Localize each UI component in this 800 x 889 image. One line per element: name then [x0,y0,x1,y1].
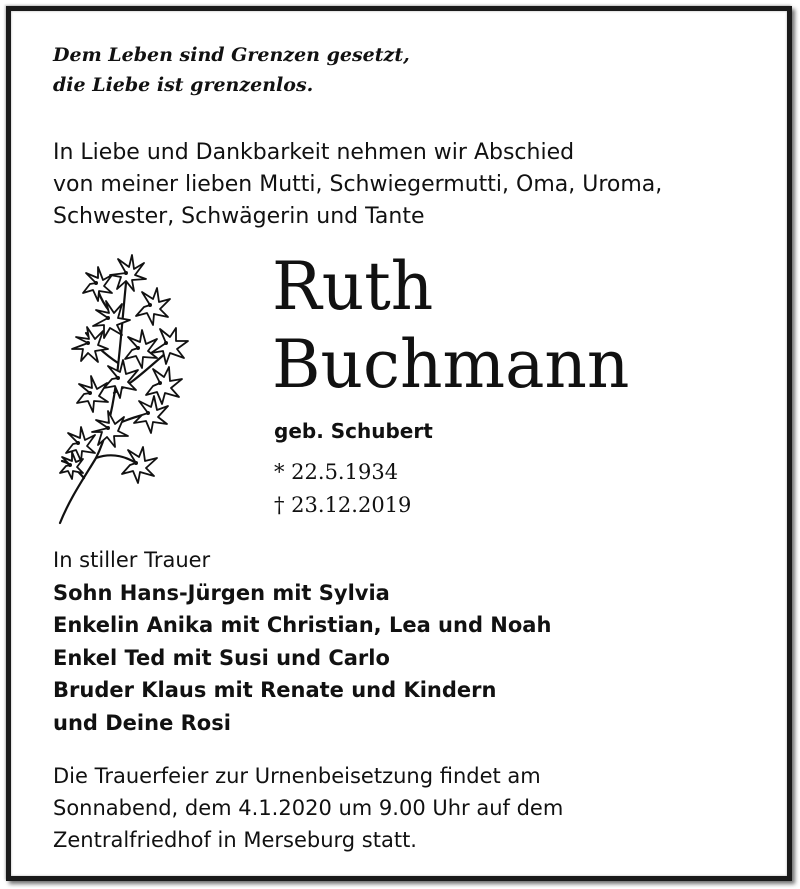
intro-line-3: Schwester, Schwägerin und Tante [53,204,425,229]
mourner-line: Enkel Ted mit Susi und Carlo [53,645,390,670]
intro-line-1: In Liebe und Dankbarkeit nehmen wir Abschied [53,140,575,165]
flowering-branch-icon [48,243,218,528]
funeral-notice [53,760,563,856]
funeral-line-2: Sonnabend, dem 4.1.2020 um 9.00 Uhr auf dem [53,796,564,820]
birth-date: * 22.5.1934 [274,460,399,484]
intro-line-2: von meiner lieben Mutti, Schwiegermutti, Oma, Uroma, [53,172,663,197]
mourner-line: Sohn Hans-Jürgen mit Sylvia [53,580,390,605]
funeral-line-1: Die Trauerfeier zur Urnenbeisetzung findet am [53,764,541,788]
motto [53,40,410,100]
mourner-line: Bruder Klaus mit Renate und Kindern [53,678,497,702]
mourner-line: und Deine Rosi [53,710,231,735]
death-date: † 23.12.2019 [274,493,412,517]
mourner-line: Enkelin Anika mit Christian, Lea und Noah [53,613,552,637]
funeral-line-3: Zentralfriedhof in Merseburg statt. [53,828,417,852]
life-dates [274,456,411,522]
deceased-first-name: Ruth [272,248,434,325]
mourners-list [53,544,551,739]
birth-name: geb. Schubert [274,419,433,443]
motto-line-2: die Liebe ist grenzenlos. [53,74,314,96]
intro-text [53,137,662,233]
deceased-name [272,248,629,404]
motto-line-1: Dem Leben sind Grenzen gesetzt, [53,44,410,66]
deceased-last-name: Buchmann [272,326,630,403]
mourners-heading: In stiller Trauer [53,548,211,572]
